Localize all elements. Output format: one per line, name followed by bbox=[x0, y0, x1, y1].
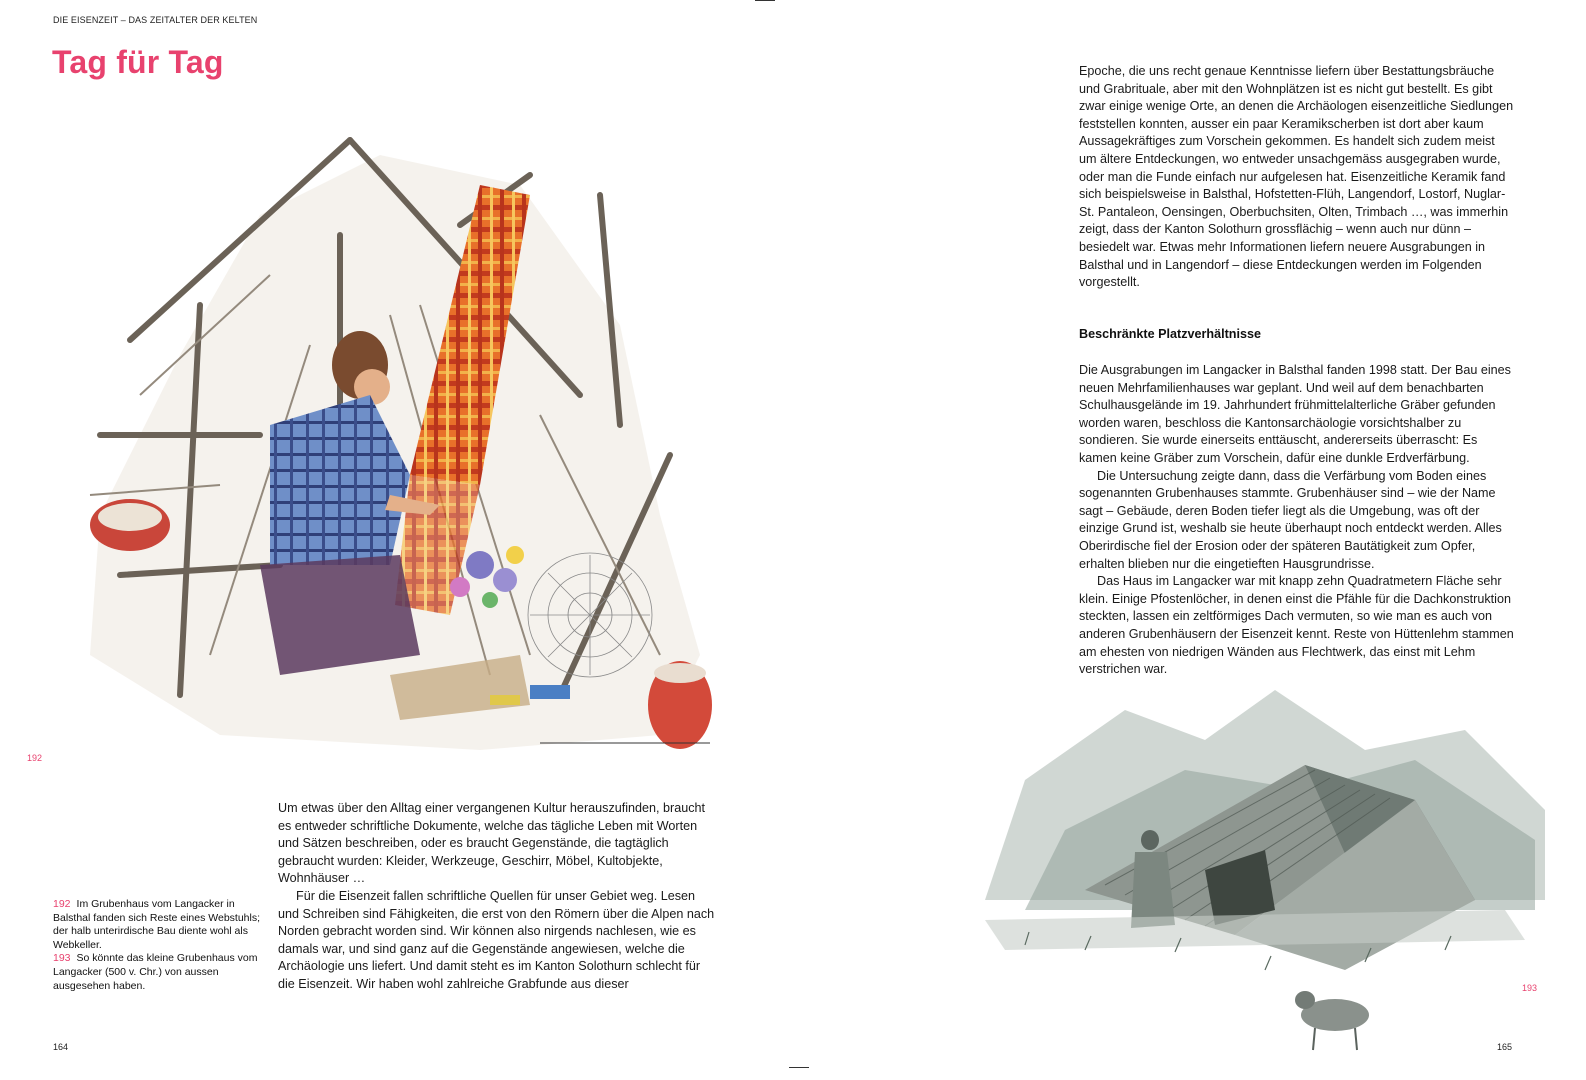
chapter-title: Tag für Tag bbox=[52, 44, 224, 80]
paragraph: Für die Eisenzeit fallen schriftliche Quellen für unser Gebiet weg. Lesen und Schreiben sind Fähigkeiten, die erst von den Römern über die Alpen nach Norden gebracht worden sind. Wir können also nirgends nachlesen, wie es damals war, und sind ganz auf die Gegenstände angewiesen, welche die Archäologie uns liefert. Und damit steht es im Kanton Solothurn schlecht für die Eisenzeit. Wir haben wohl zahlreiche Grabfunde aus dieser bbox=[278, 888, 715, 991]
pit-house-illustration bbox=[945, 670, 1545, 1060]
figure-number-193: 193 bbox=[1522, 983, 1538, 993]
right-body-text-section bbox=[1079, 362, 1515, 679]
caption-193 bbox=[53, 952, 263, 993]
section-heading: Beschränkte Platzverhältnisse bbox=[1079, 327, 1261, 341]
caption-number: 192 bbox=[53, 898, 71, 910]
left-body-text bbox=[278, 800, 718, 994]
paragraph: Die Untersuchung zeigte dann, dass die Verfärbung vom Boden eines sogenannten Grubenhauses stammte. Grubenhäuser sind – wie der Name sagt – Gebäude, deren Boden tiefer liegt als die Umgebung, was oft der einzige Grund ist, weshalb sie heute überhaupt noch entdeckt werden. Alles Oberirdische fiel der Erosion oder der späteren Bautätigkeit zum Opfer, erhalten blieben nur die eingetieften Hausgrundrisse. bbox=[1079, 468, 1502, 571]
loom-weaver-illustration bbox=[60, 95, 720, 760]
caption-192 bbox=[53, 898, 263, 952]
caption-number: 193 bbox=[53, 952, 71, 965]
figure-captions bbox=[53, 898, 263, 993]
running-head: DIE EISENZEIT – DAS ZEITALTER DER KELTEN bbox=[53, 15, 258, 25]
page-number-right: 165 bbox=[1497, 1042, 1513, 1052]
paragraph: Epoche, die uns recht genaue Kenntnisse liefern über Bestattungsbräuche und Grabrituale, aber mit den Wohnplätzen ist es nicht gut bestellt. Es gibt zwar einige wenige Orte, an denen die Archäologen eisenzeitliche Siedlungen feststellen konnten, ausser ein paar Keramikscherben ist dort aber kaum Aussagekräftiges zum Vorschein gekommen. Es handelt sich zudem meist um ältere Entdeckungen, wo entweder unsachgemäss ausgegraben wurde, oder man die Funde einfach nur aufgelesen hat. Eisenzeitliche Keramik fand sich beispielsweise in Balsthal, Hofstetten-Flüh, Langendorf, Lostorf, Nuglar-St. Pantaleon, Oensingen, Oberbuchsiten, Olten, Trimbach …, was immerhin zeigt, dass der Kanton Solothurn grossflächig – wenn auch nur dünn – besiedelt war. Etwas mehr Informationen liefern neuere Ausgrabungen in Balsthal und in Langendorf – diese Entdeckungen werden im Folgenden vorgestellt. bbox=[1079, 64, 1514, 290]
paragraph: Um etwas über den Alltag einer vergangenen Kultur herauszufinden, braucht es entweder schriftliche Dokumente, welche das tägliche Leben mit Worten und Sätzen beschreiben, oder es braucht Gegenstände, die tagtäglich gebraucht wurden: Kleider, Werkzeuge, Geschirr, Möbel, Kultobjekte, Wohnhäuser … bbox=[278, 801, 706, 886]
page-number-left: 164 bbox=[53, 1042, 69, 1052]
paragraph: Die Ausgrabungen im Langacker in Balsthal fanden 1998 statt. Der Bau eines neuen Mehrfamilienhauses war geplant. Und weil auf dem benachbarten Schulhausgelände im 19. Jahrhundert frühmittelalterliche Gräber gefunden worden waren, beschloss die Kantonsarchäologie vorsichtshalber zu sondieren. Sie wurde einerseits enttäuscht, andererseits überrascht: Es kamen keine Gräber zum Vorschein, dafür eine dunkle Erdverfärbung. bbox=[1079, 363, 1511, 465]
paragraph: Das Haus im Langacker war mit knapp zehn Quadratmetern Fläche sehr klein. Einige Pfostenlöcher, in denen einst die Pfähle für die Dachkonstruktion steckten, lassen ein zeltförmiges Dach vermuten, so wie man es auch von anderen Grubenhäusern der Eisenzeit kennt. Reste von Hüttenlehm stammen am ehesten von niedrigen Wänden aus Flechtwerk, das einst mit Lehm verstrichen war. bbox=[1079, 574, 1514, 677]
figure-number-192: 192 bbox=[27, 753, 43, 763]
caption-text: Im Grubenhaus vom Langacker in Balsthal fanden sich Reste eines Webstuhls; der halb unterirdische Bau diente wohl als Webkeller. bbox=[53, 898, 261, 951]
caption-text: So könnte das kleine Grubenhaus vom Langacker (500 v. Chr.) von aussen ausgesehen haben. bbox=[53, 952, 258, 992]
right-body-text-top bbox=[1079, 63, 1515, 292]
